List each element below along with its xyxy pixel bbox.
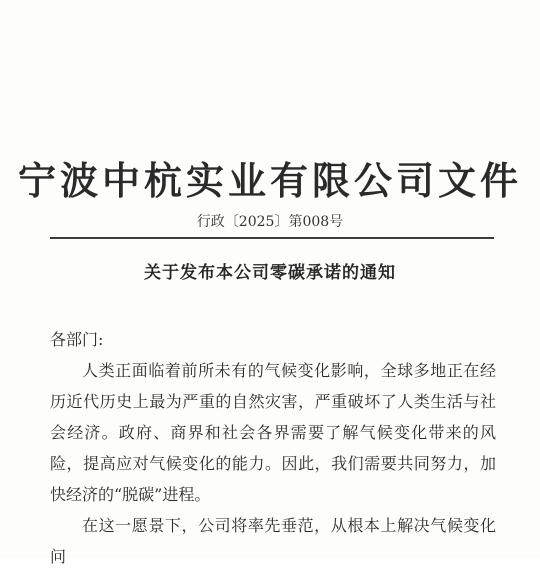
notice-title: 关于发布本公司零碳承诺的通知	[144, 263, 396, 283]
body-paragraph: 在这一愿景下，公司将率先垂范，从根本上解决气候变化问	[50, 516, 496, 566]
body-paragraph: 人类正面临着前所未有的气候变化影响，全球多地正在经历近代历史上最为严重的自然灾害，严重破坏了人类生活与社会经济。政府、商界和社会各界需要了解气候变化带来的风险，提高应对气候变化的能力。因此，我们需要共同努力，加快经济的“脱碳”进程。	[50, 361, 496, 504]
document-header-title: 宁波中杭实业有限公司文件	[17, 159, 522, 203]
header-divider	[50, 237, 494, 239]
document-number: 行政〔2025〕第008号	[196, 214, 344, 230]
document-body	[50, 355, 496, 572]
salutation: 各部门:	[50, 330, 104, 349]
